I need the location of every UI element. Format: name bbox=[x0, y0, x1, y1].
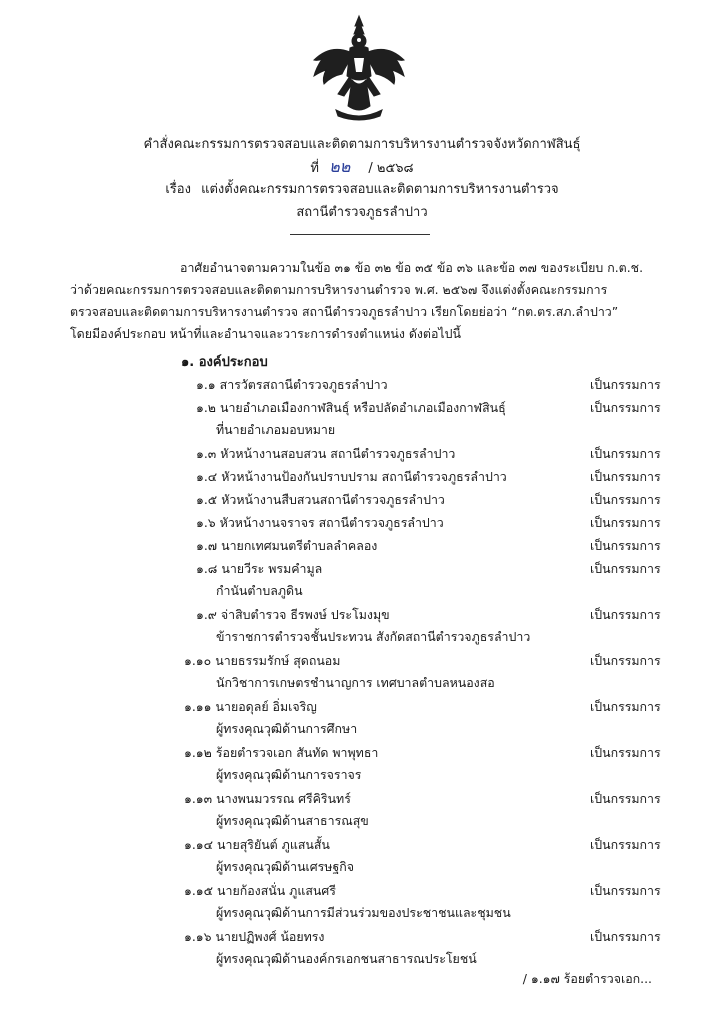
member-role: เป็นกรรมการ bbox=[590, 791, 661, 806]
order-number-year: / ๒๕๖๘ bbox=[368, 161, 414, 176]
member-entry bbox=[196, 491, 445, 509]
header-divider bbox=[290, 234, 430, 235]
member-name: สารวัตรสถานีตำรวจภูธรลำปาว bbox=[219, 377, 388, 392]
member-entry bbox=[196, 399, 506, 417]
member-entry bbox=[196, 537, 377, 555]
member-role: เป็นกรรมการ bbox=[590, 538, 661, 553]
next-page-continuation: / ๑.๑๗ ร้อยตำรวจเอก... bbox=[522, 971, 652, 986]
member-entry bbox=[196, 468, 507, 486]
member-entry bbox=[196, 376, 388, 394]
member-name: หัวหน้างานสืบสวนสถานีตำรวจภูธรลำปาว bbox=[221, 492, 445, 507]
member-entry bbox=[184, 698, 317, 716]
member-name: นายสุริยันต์ ภูแสนสั้น bbox=[217, 837, 330, 852]
member-entry bbox=[196, 445, 455, 463]
body-line-1: อาศัยอำนาจตามความในข้อ ๓๑ ข้อ ๓๒ ข้อ ๓๕ ข้อ ๓๖ และข้อ ๓๗ ของระเบียบ ก.ต.ช. bbox=[180, 260, 644, 275]
member-number: ๑.๔ bbox=[196, 469, 218, 484]
member-name: จ่าสิบตำรวจ ธีรพงษ์ ประโมงมุข bbox=[220, 607, 390, 622]
member-detail: ผู้ทรงคุณวุฒิด้านเศรษฐกิจ bbox=[216, 859, 355, 874]
member-number: ๑.๖ bbox=[196, 515, 216, 530]
member-number: ๑.๑๓ bbox=[184, 791, 213, 806]
member-number: ๑.๑ bbox=[196, 377, 216, 392]
member-number: ๑.๑๖ bbox=[184, 929, 212, 944]
body-line-2: ว่าด้วยคณะกรรมการตรวจสอบและติดตามการบริหารงานตำรวจ พ.ศ. ๒๕๖๗ จึงแต่งตั้งคณะกรรมการ bbox=[70, 282, 608, 297]
subject-label: เรื่อง bbox=[165, 182, 191, 197]
member-role: เป็นกรรมการ bbox=[590, 929, 661, 944]
subject-text-1: แต่งตั้งคณะกรรมการตรวจสอบและติดตามการบริหารงานตำรวจ bbox=[201, 182, 559, 197]
member-detail: ผู้ทรงคุณวุฒิด้านการจราจร bbox=[216, 767, 362, 782]
member-name: นายอำเภอเมืองกาฬสินธุ์ หรือปลัดอำเภอเมืองกาฬสินธุ์ bbox=[219, 400, 506, 415]
member-name: หัวหน้างานจราจร สถานีตำรวจภูธรลำปาว bbox=[219, 515, 444, 530]
order-number-prefix: ที่ bbox=[310, 161, 319, 176]
member-name: นายกเทศมนตรีตำบลลำคลอง bbox=[221, 538, 378, 553]
member-role: เป็นกรรมการ bbox=[590, 492, 661, 507]
body-line-3: ตรวจสอบและติดตามการบริหารงานตำรวจ สถานีตำรวจภูธรลำปาว เรียกโดยย่อว่า “กต.ตร.สภ.ลำปาว” bbox=[70, 304, 619, 319]
member-detail: ข้าราชการตำรวจชั้นประทวน สังกัดสถานีตำรวจภูธรลำปาว bbox=[216, 629, 531, 644]
section-title: ๑. องค์ประกอบ bbox=[181, 355, 268, 370]
member-name: นางพนมวรรณ ศรีคิรินทร์ bbox=[216, 791, 351, 806]
member-number: ๑.๑๑ bbox=[184, 699, 212, 714]
member-name: ร้อยตำรวจเอก สันทัด พาพุทธา bbox=[215, 745, 379, 760]
member-entry bbox=[184, 882, 336, 900]
member-role: เป็นกรรมการ bbox=[590, 653, 661, 668]
subject-text-2: สถานีตำรวจภูธรลำปาว bbox=[296, 205, 428, 220]
member-detail: ผู้ทรงคุณวุฒิด้านสาธารณสุข bbox=[216, 813, 369, 828]
member-role: เป็นกรรมการ bbox=[590, 745, 661, 760]
member-number: ๑.๑๔ bbox=[184, 837, 214, 852]
member-entry bbox=[196, 560, 322, 578]
member-role: เป็นกรรมการ bbox=[590, 561, 661, 576]
member-number: ๑.๕ bbox=[196, 492, 218, 507]
body-line-4: โดยมีองค์ประกอบ หน้าที่และอำนาจและวาระการดำรงตำแหน่ง ดังต่อไปนี้ bbox=[70, 326, 461, 341]
member-entry bbox=[184, 744, 378, 762]
member-role: เป็นกรรมการ bbox=[590, 469, 661, 484]
garuda-emblem-icon bbox=[308, 14, 410, 124]
member-name: นายธรรมรักษ์ สุดถนอม bbox=[215, 653, 341, 668]
member-number: ๑.๘ bbox=[196, 561, 218, 576]
member-name: หัวหน้างานป้องกันปราบปราม สถานีตำรวจภูธรลำปาว bbox=[221, 469, 507, 484]
member-detail: ที่นายอำเภอมอบหมาย bbox=[216, 422, 336, 437]
member-role: เป็นกรรมการ bbox=[590, 515, 661, 530]
member-number: ๑.๑๒ bbox=[184, 745, 212, 760]
member-number: ๑.๑๕ bbox=[184, 883, 214, 898]
member-role: เป็นกรรมการ bbox=[590, 883, 661, 898]
member-number: ๑.๓ bbox=[196, 446, 217, 461]
member-role: เป็นกรรมการ bbox=[590, 837, 661, 852]
member-detail: ผู้ทรงคุณวุฒิด้านการศึกษา bbox=[216, 721, 358, 736]
member-role: เป็นกรรมการ bbox=[590, 377, 661, 392]
member-detail: กำนันตำบลภูดิน bbox=[216, 583, 303, 598]
member-role: เป็นกรรมการ bbox=[590, 446, 661, 461]
member-number: ๑.๗ bbox=[196, 538, 218, 553]
order-number-handwritten: ๒๒ bbox=[329, 157, 351, 176]
member-role: เป็นกรรมการ bbox=[590, 699, 661, 714]
member-detail: ผู้ทรงคุณวุฒิด้านองค์กรเอกชนสาธารณประโยชน์ bbox=[216, 951, 477, 966]
member-name: นายปฏิพงศ์ น้อยทรง bbox=[215, 929, 325, 944]
member-name: นายอดุลย์ อิ่มเจริญ bbox=[215, 699, 317, 714]
member-name: หัวหน้างานสอบสวน สถานีตำรวจภูธรลำปาว bbox=[220, 446, 456, 461]
member-detail: ผู้ทรงคุณวุฒิด้านการมีส่วนร่วมของประชาชนและชุมชน bbox=[216, 905, 511, 920]
member-role: เป็นกรรมการ bbox=[590, 400, 661, 415]
order-number-line bbox=[0, 158, 724, 178]
member-entry bbox=[196, 606, 390, 624]
member-entry bbox=[196, 514, 444, 532]
member-name: นายก้องสนั่น ภูแสนศรี bbox=[217, 883, 336, 898]
member-name: นายวีระ พรมคำมูล bbox=[221, 561, 323, 576]
member-entry bbox=[184, 836, 330, 854]
member-number: ๑.๑๐ bbox=[184, 653, 212, 668]
order-issuer-title: คำสั่งคณะกรรมการตรวจสอบและติดตามการบริหารงานตำรวจจังหวัดกาฬสินธุ์ bbox=[143, 137, 581, 152]
member-entry bbox=[184, 790, 351, 808]
member-entry bbox=[184, 928, 325, 946]
member-entry bbox=[184, 652, 340, 670]
member-role: เป็นกรรมการ bbox=[590, 607, 661, 622]
member-number: ๑.๒ bbox=[196, 400, 216, 415]
subject-line bbox=[0, 181, 724, 199]
member-detail: นักวิชาการเกษตรชำนาญการ เทศบาลตำบลหนองสอ bbox=[216, 675, 495, 690]
member-number: ๑.๙ bbox=[196, 607, 217, 622]
